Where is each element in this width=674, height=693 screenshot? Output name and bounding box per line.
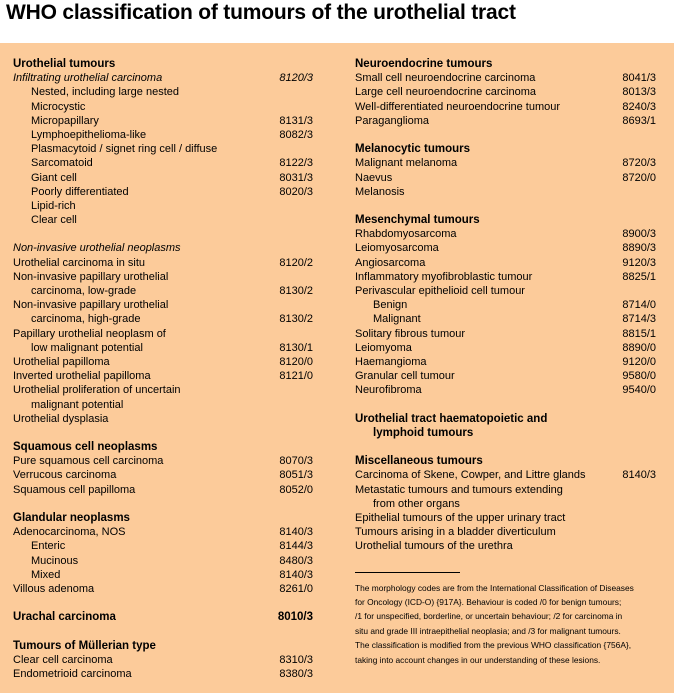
entry-label: Urachal carcinoma — [13, 611, 116, 624]
entry-label: Malignant melanoma — [355, 157, 458, 170]
entry-row — [13, 539, 313, 553]
entry-row — [13, 114, 313, 128]
entry-label: Clear cell carcinoma — [13, 653, 113, 666]
footnote-rule — [355, 572, 460, 573]
entry-label: Granular cell tumour — [355, 370, 455, 383]
entry-label: carcinoma, low-grade — [31, 285, 137, 297]
entry-row — [13, 383, 313, 397]
entry-row — [13, 667, 313, 681]
entry-label: Malignant — [373, 313, 421, 326]
spacer — [13, 625, 313, 639]
icd-o-code: 8131/3 — [279, 114, 313, 127]
entry-row — [355, 100, 656, 114]
entry-label: Tumours of Müllerian type — [13, 639, 156, 652]
entry-label: Sarcomatoid — [31, 157, 93, 170]
spacer — [13, 426, 313, 440]
section-heading — [355, 412, 656, 426]
icd-o-code: 8120/3 — [279, 72, 313, 85]
entry-row — [355, 171, 656, 185]
icd-o-code: 8122/3 — [279, 157, 313, 170]
left-column — [13, 57, 313, 681]
entry-row — [13, 355, 313, 369]
entry-label: Clear cell — [31, 214, 77, 227]
entry-row — [355, 369, 656, 383]
footnote-line: /1 for unspecified, borderline, or uncertain behaviour; /2 for carcinoma in — [355, 611, 623, 622]
entry-label: Non-invasive papillary urothelial — [13, 299, 169, 312]
entry-row — [13, 298, 313, 312]
icd-o-code: 8140/3 — [622, 469, 656, 482]
entry-label: Paraganglioma — [355, 114, 429, 127]
section-heading — [355, 426, 656, 440]
entry-label: Giant cell — [31, 171, 77, 184]
section-heading — [355, 142, 656, 156]
icd-o-code: 8010/3 — [277, 611, 313, 624]
entry-row — [13, 85, 313, 99]
entry-label: Papillary urothelial neoplasm of — [13, 327, 166, 340]
entry-row — [355, 497, 656, 511]
entry-label: Naevus — [355, 171, 393, 184]
entry-label: Angiosarcoma — [355, 256, 426, 269]
icd-o-code: 8825/1 — [622, 270, 656, 283]
spacer — [355, 398, 656, 412]
footnote-line: The morphology codes are from the International Classification of Diseases — [355, 582, 634, 593]
icd-o-code: 8082/3 — [279, 128, 313, 141]
entry-row — [13, 341, 313, 355]
entry-row — [355, 241, 656, 255]
icd-o-code: 8693/1 — [622, 114, 656, 127]
entry-label: Urothelial papilloma — [13, 355, 110, 368]
entry-row — [13, 412, 313, 426]
entry-row — [13, 142, 313, 156]
entry-label: Well-differentiated neuroendocrine tumour — [355, 100, 561, 113]
entry-label: Non-invasive papillary urothelial — [13, 270, 169, 283]
spacer — [13, 497, 313, 511]
entry-label: Lipid-rich — [31, 199, 76, 212]
icd-o-code: 8121/0 — [279, 370, 313, 383]
icd-o-code: 9120/0 — [622, 355, 656, 368]
icd-o-code: 8261/0 — [279, 582, 313, 595]
entry-label: malignant potential — [31, 398, 124, 411]
entry-label: Mucinous — [31, 554, 79, 567]
entry-label: Metastatic tumours and tumours extending — [355, 483, 563, 496]
icd-o-code: 8013/3 — [622, 86, 656, 99]
entry-row — [13, 171, 313, 185]
entry-row — [13, 185, 313, 199]
entry-label: Enteric — [31, 540, 66, 553]
entry-label: Neuroendocrine tumours — [355, 58, 493, 70]
icd-o-code: 9540/0 — [622, 384, 656, 397]
entry-row — [13, 468, 313, 482]
entry-row — [355, 185, 656, 199]
section-heading — [355, 57, 656, 71]
entry-row — [355, 341, 656, 355]
entry-label: Miscellaneous tumours — [355, 455, 483, 468]
entry-label: Rhabdomyosarcoma — [355, 228, 457, 241]
entry-row — [355, 270, 656, 284]
footnote-line: situ and grade III intraepithelial neoplasia; and /3 for malignant tumours. — [355, 625, 621, 636]
section-heading — [355, 454, 656, 468]
spacer — [13, 596, 313, 610]
icd-o-code: 9120/3 — [622, 256, 656, 269]
entry-row — [355, 156, 656, 170]
entry-label: Mixed — [31, 568, 61, 581]
icd-o-code: 8052/0 — [279, 483, 313, 496]
section-heading — [13, 440, 313, 454]
entry-label: Urothelial proliferation of uncertain — [13, 384, 181, 397]
footnote-line: The classification is modified from the previous WHO classification {756A}, — [355, 640, 632, 651]
entry-label: Benign — [373, 299, 408, 312]
classification-panel — [0, 43, 674, 693]
section-heading — [13, 639, 313, 653]
spacer — [355, 128, 656, 142]
icd-o-code: 8041/3 — [622, 72, 656, 85]
entry-label: Urothelial tract haematopoietic and — [355, 412, 548, 425]
entry-row — [13, 213, 313, 227]
entry-label: lymphoid tumours — [373, 426, 474, 439]
icd-o-code: 9580/0 — [622, 370, 656, 383]
entry-label: from other organs — [373, 497, 460, 510]
icd-o-code: 8130/1 — [279, 341, 313, 354]
icd-o-code: 8144/3 — [279, 540, 313, 553]
entry-label: Lymphoepithelioma-like — [31, 128, 147, 141]
entry-label: Melanosis — [355, 185, 405, 198]
entry-row — [355, 227, 656, 241]
icd-o-code: 8070/3 — [279, 455, 313, 468]
icd-o-code: 8031/3 — [279, 171, 313, 184]
entry-row — [13, 398, 313, 412]
entry-row — [13, 525, 313, 539]
icd-o-code: 8020/3 — [279, 185, 313, 198]
footnote-line: for Oncology (ICD-O) {917A}. Behaviour is coded /0 for benign tumours; — [355, 596, 622, 607]
right-column — [355, 57, 656, 667]
entry-label: Large cell neuroendocrine carcinoma — [355, 86, 536, 99]
icd-o-code: 8720/0 — [622, 171, 656, 184]
entry-row — [13, 327, 313, 341]
entry-row — [13, 312, 313, 326]
entry-label: Poorly differentiated — [31, 185, 129, 198]
entry-row — [355, 298, 656, 312]
entry-label: Inflammatory myofibroblastic tumour — [355, 270, 533, 283]
icd-o-code: 8140/3 — [279, 568, 313, 581]
spacer — [13, 227, 313, 241]
icd-o-code: 8890/0 — [622, 341, 656, 354]
entry-row — [355, 355, 656, 369]
icd-o-code: 8900/3 — [622, 228, 656, 241]
icd-o-code: 8130/2 — [279, 285, 313, 297]
entry-label: Urothelial dysplasia — [13, 412, 109, 425]
spacer — [355, 440, 656, 454]
section-heading — [13, 511, 313, 525]
spacer — [355, 199, 656, 213]
entry-row — [355, 511, 656, 525]
entry-label: Endometrioid carcinoma — [13, 668, 132, 681]
entry-row — [13, 554, 313, 568]
entry-label: carcinoma, high-grade — [31, 313, 141, 326]
entry-row — [355, 312, 656, 326]
section-heading — [355, 213, 656, 227]
entry-label: Haemangioma — [355, 355, 427, 368]
entry-row — [13, 369, 313, 383]
subsection-heading — [13, 71, 313, 85]
icd-o-code: 8714/3 — [622, 313, 656, 326]
entry-row — [355, 483, 656, 497]
entry-label: Urothelial tumours of the urethra — [355, 540, 513, 553]
entry-label: Infiltrating urothelial carcinoma — [13, 72, 163, 85]
icd-o-code: 8120/2 — [279, 256, 313, 269]
entry-label: Squamous cell neoplasms — [13, 441, 158, 454]
entry-row — [13, 284, 313, 298]
entry-row — [13, 128, 313, 142]
icd-o-code: 8714/0 — [622, 299, 656, 312]
icd-o-code: 8120/0 — [279, 355, 313, 368]
icd-o-code: 8310/3 — [279, 653, 313, 666]
entry-label: Urothelial tumours — [13, 58, 116, 70]
icd-o-code: 8051/3 — [279, 469, 313, 482]
entry-row — [13, 653, 313, 667]
entry-label: Non-invasive urothelial neoplasms — [13, 242, 181, 255]
entry-label: Urothelial carcinoma in situ — [13, 256, 146, 269]
entry-label: Mesenchymal tumours — [355, 214, 480, 227]
entry-label: Glandular neoplasms — [13, 512, 130, 524]
subsection-heading — [13, 241, 313, 255]
entry-label: low malignant potential — [31, 341, 143, 354]
icd-o-code: 8720/3 — [622, 157, 656, 170]
entry-row — [355, 85, 656, 99]
section-heading — [13, 57, 313, 71]
entry-label: Adenocarcinoma, NOS — [13, 526, 126, 539]
entry-row — [13, 100, 313, 114]
entry-label: Neurofibroma — [355, 384, 422, 397]
entry-label: Small cell neuroendocrine carcinoma — [355, 72, 536, 85]
section-heading — [13, 610, 313, 624]
entry-label: Melanocytic tumours — [355, 143, 471, 156]
entry-row — [355, 284, 656, 298]
entry-row — [13, 454, 313, 468]
entry-label: Squamous cell papilloma — [13, 483, 136, 496]
entry-label: Verrucous carcinoma — [13, 469, 117, 482]
right-column-rows — [355, 57, 656, 554]
entry-label: Plasmacytoid / signet ring cell / diffuse — [31, 143, 218, 156]
entry-label: Villous adenoma — [13, 582, 95, 595]
entry-row — [355, 327, 656, 341]
entry-row — [355, 539, 656, 553]
icd-o-code: 8890/3 — [622, 242, 656, 255]
icd-o-code: 8240/3 — [622, 100, 656, 113]
entry-label: Epithelial tumours of the upper urinary tract — [355, 512, 566, 524]
icd-o-code: 8130/2 — [279, 313, 313, 326]
entry-row — [355, 525, 656, 539]
entry-label: Leiomyosarcoma — [355, 242, 439, 255]
entry-label: Perivascular epithelioid cell tumour — [355, 285, 525, 297]
entry-label: Solitary fibrous tumour — [355, 327, 466, 340]
entry-row — [13, 483, 313, 497]
entry-row — [13, 582, 313, 596]
entry-row — [355, 256, 656, 270]
entry-row — [13, 270, 313, 284]
entry-row — [13, 156, 313, 170]
entry-row — [13, 256, 313, 270]
entry-label: Tumours arising in a bladder diverticulum — [355, 526, 556, 539]
footnote — [355, 581, 656, 667]
entry-row — [13, 199, 313, 213]
entry-label: Leiomyoma — [355, 341, 412, 354]
entry-row — [355, 468, 656, 482]
entry-label: Inverted urothelial papilloma — [13, 370, 151, 383]
icd-o-code: 8380/3 — [279, 668, 313, 681]
entry-row — [355, 383, 656, 397]
entry-label: Micropapillary — [31, 114, 99, 127]
entry-row — [355, 114, 656, 128]
entry-label: Carcinoma of Skene, Cowper, and Littre glands — [355, 469, 586, 482]
page-title: WHO classification of tumours of the urothelial tract — [6, 1, 516, 24]
footnote-line: taking into account changes in our understanding of these lesions. — [355, 654, 601, 665]
entry-row — [13, 568, 313, 582]
entry-label: Microcystic — [31, 100, 86, 113]
entry-row — [355, 71, 656, 85]
icd-o-code: 8480/3 — [279, 554, 313, 567]
icd-o-code: 8140/3 — [279, 526, 313, 539]
icd-o-code: 8815/1 — [622, 327, 656, 340]
entry-label: Nested, including large nested — [31, 86, 179, 99]
entry-label: Pure squamous cell carcinoma — [13, 455, 164, 468]
